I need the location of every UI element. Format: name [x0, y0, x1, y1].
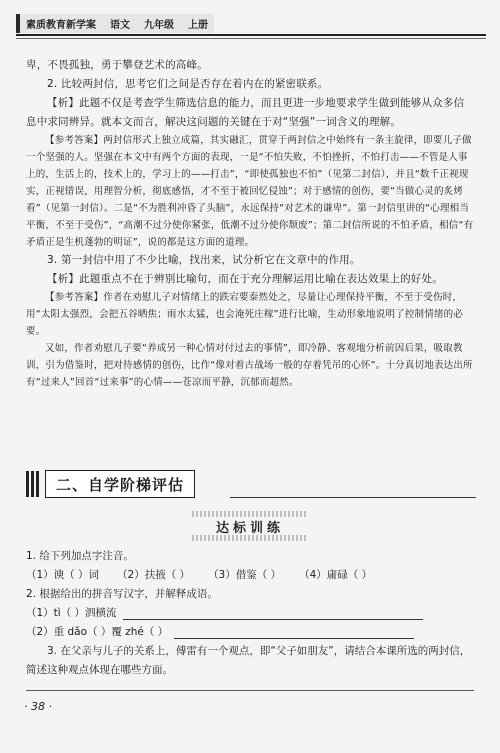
- exercise-3: 3. 在父亲与儿子的关系上，傅雷有一个观点，即“父子如朋友”，请结合本课所选的两封信，简述这种观点体现在哪些方面。: [26, 645, 471, 676]
- header-rule: [16, 34, 486, 36]
- header-rule-thin: [16, 38, 486, 39]
- section-subtitle: 达标训练: [200, 513, 300, 539]
- exercise-1-item: （4）庸碌（ ）: [299, 569, 373, 581]
- question-3-answer-continued: 又如，作者劝慰儿子要“养成另一种心情对付过去的事情”，即冷静、客观地分析前因后果，吸取教训，引为借鉴时，把对待感情的创伤，比作“像对着古战场一般的存着凭吊的心怀”。十分真切地表达出所有“过来人”回首“过来事”的心情——苍凉而平静，沉郁而超然。: [26, 343, 473, 388]
- question-2-answer: 【参考答案】两封信形式上独立成篇，其实融汇，贯穿于两封信之中始终有一条主旋律，即要儿子做一个坚强的人。坚强在本文中有两个方面的表现，一是“不怕失败，不怕挫折，不怕打击——不管是人事上的，生活上的，技术上的，学习上的——打击”，“即使孤独也不怕”（见第二封信），并且“数千正视现实，正视错误，用理智分析，彻底感悟，才不至于被回忆侵蚀”；对于感情的创伤，要“当做心灵的炙烤看”（见第一封信）。二是“不为胜利冲昏了头脑”，永远保持“对艺术的谦卑”。第一封信里讲的“心理相当平衡，不至于受伤”，“高潮不过分使你紧张，低潮不过分使你颓废”；第二封信所说的不怕矛盾，相信“有矛盾正是生机蓬勃的明证”，说的都是这方面的道理。: [26, 135, 474, 248]
- header-tab: [16, 14, 214, 33]
- exercise-2-item-1: （1）tì（ ）泗横流: [26, 607, 117, 619]
- question-3: 3. 第一封信中用了不少比喻，找出来，试分析它在文章中的作用。: [47, 254, 361, 266]
- answer-line[interactable]: [174, 626, 414, 639]
- exercises: [26, 547, 474, 680]
- section-rule: [230, 497, 476, 498]
- exercise-2-title: 2. 根据给出的拼音写汉字，并解释成语。: [26, 588, 218, 600]
- exercise-1-title: 1. 给下列加点字注音。: [26, 550, 134, 562]
- paragraph-continuation: 卑，不畏孤独，勇于攀登艺术的高峰。: [26, 59, 208, 71]
- exercise-1-item: （3）借鉴（ ）: [208, 569, 282, 581]
- section-title: 二、自学阶梯评估: [45, 470, 195, 498]
- banner-bars-icon: [26, 471, 39, 497]
- series-title: 素质教育新学案: [26, 19, 96, 31]
- question-2: 2. 比较两封信，思考它们之间是否存在着内在的紧密联系。: [47, 78, 329, 90]
- answer-line[interactable]: [123, 607, 423, 620]
- main-text: [26, 56, 474, 391]
- question-3-answer: 【参考答案】作者在劝慰儿子对情绪上的跌宕要泰然处之，尽量让心理保持平衡，不至于受伤时，用“太阳太强烈，会把五谷晒焦；雨水太猛，也会淹死庄稼”进行比喻，生动形象地说明了控制情绪的必要。: [26, 292, 464, 337]
- exercise-2-row-2: [26, 623, 474, 642]
- page-number: · 38 ·: [24, 700, 52, 713]
- question-2-analysis: 【析】此题不仅是考查学生筛选信息的能力，而且更进一步地要求学生做到能够从众多信息中求同辨异。就本文而言，解决这问题的关键在于对“坚强”一词含义的理解。: [26, 97, 465, 128]
- grade-label: 九年级: [144, 19, 174, 31]
- section-banner: [26, 470, 231, 498]
- exercise-1-items: [26, 566, 474, 585]
- footer-rule: [26, 690, 474, 691]
- subject-label: 语文: [110, 19, 130, 31]
- page-header: [16, 10, 486, 36]
- exercise-1-item: （1）谀（ ）词: [26, 569, 100, 581]
- exercise-2-item-2: （2）重 dǎo（ ）覆 zhé（ ）: [26, 626, 169, 638]
- exercise-1-item: （2）扶掖（ ）: [117, 569, 191, 581]
- exercise-2-row-1: [26, 604, 474, 623]
- volume-label: 上册: [188, 19, 208, 31]
- question-3-analysis: 【析】此题重点不在于辨别比喻句，而在于充分理解运用比喻在表达效果上的好处。: [47, 273, 443, 285]
